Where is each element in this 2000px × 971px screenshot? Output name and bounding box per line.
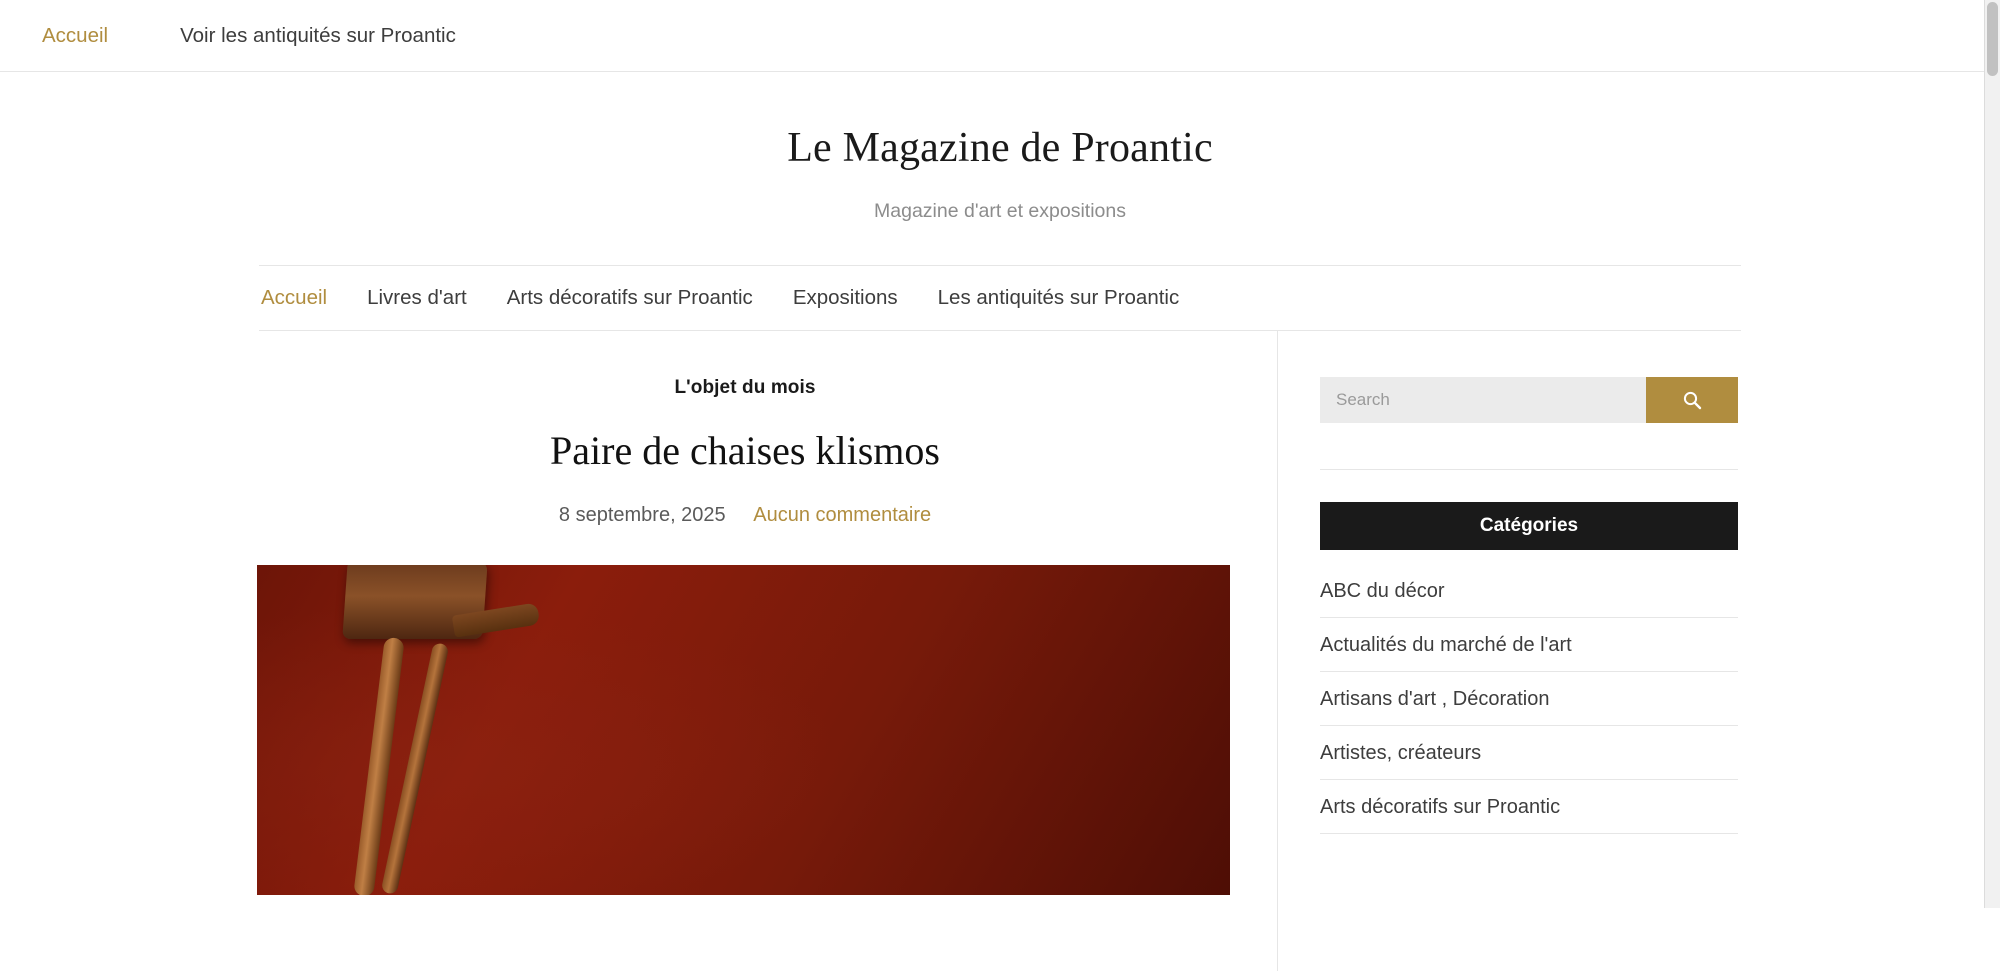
site-tagline: Magazine d'art et expositions <box>874 200 1126 222</box>
primary-column <box>259 331 1277 895</box>
search-icon <box>1682 390 1702 410</box>
list-item <box>1320 564 1738 618</box>
nav-item-accueil[interactable]: Accueil <box>261 286 328 309</box>
nav-item-antiquites[interactable]: Les antiquités sur Proantic <box>937 286 1180 309</box>
topbar-link-antiquites[interactable]: Voir les antiquités sur Proantic <box>180 23 456 47</box>
category-link-artistes-createurs[interactable]: Artistes, créateurs <box>1320 742 1482 764</box>
page-scrollbar[interactable] <box>1984 0 2000 908</box>
site-title[interactable]: Le Magazine de Proantic <box>787 125 1213 171</box>
site-header <box>0 72 2000 223</box>
post-meta <box>259 504 1231 527</box>
content-area <box>259 331 1741 971</box>
search-widget <box>1320 377 1738 423</box>
nav-item-expositions[interactable]: Expositions <box>792 286 898 309</box>
post-featured-image[interactable] <box>257 565 1230 895</box>
main-navigation <box>259 265 1741 331</box>
list-item <box>1320 618 1738 672</box>
post-date: 8 septembre, 2025 <box>558 504 726 526</box>
category-link-abc-du-decor[interactable]: ABC du décor <box>1320 580 1445 602</box>
categories-widget-title: Catégories <box>1320 502 1738 550</box>
post-category-label[interactable]: L'objet du mois <box>674 377 816 398</box>
categories-list <box>1320 564 1738 834</box>
widget-divider <box>1320 469 1738 470</box>
list-item <box>1320 672 1738 726</box>
search-input[interactable] <box>1320 377 1646 423</box>
nav-item-arts-decoratifs[interactable]: Arts décoratifs sur Proantic <box>506 286 753 309</box>
scrollbar-thumb[interactable] <box>1987 2 1998 76</box>
sidebar <box>1277 331 1741 971</box>
list-item <box>1320 726 1738 780</box>
article-post <box>259 377 1231 895</box>
search-button[interactable] <box>1646 377 1738 423</box>
category-link-arts-decoratifs-proantic[interactable]: Arts décoratifs sur Proantic <box>1320 796 1561 818</box>
nav-item-livres-dart[interactable]: Livres d'art <box>367 286 467 309</box>
category-link-actualites-marche-art[interactable]: Actualités du marché de l'art <box>1320 634 1572 656</box>
post-comments-link[interactable]: Aucun commentaire <box>753 504 932 526</box>
list-item <box>1320 780 1738 834</box>
admin-topbar <box>0 0 2000 72</box>
topbar-link-accueil[interactable]: Accueil <box>42 23 109 47</box>
category-link-artisans-dart-decoration[interactable]: Artisans d'art , Décoration <box>1320 688 1550 710</box>
post-title[interactable]: Paire de chaises klismos <box>550 428 940 473</box>
